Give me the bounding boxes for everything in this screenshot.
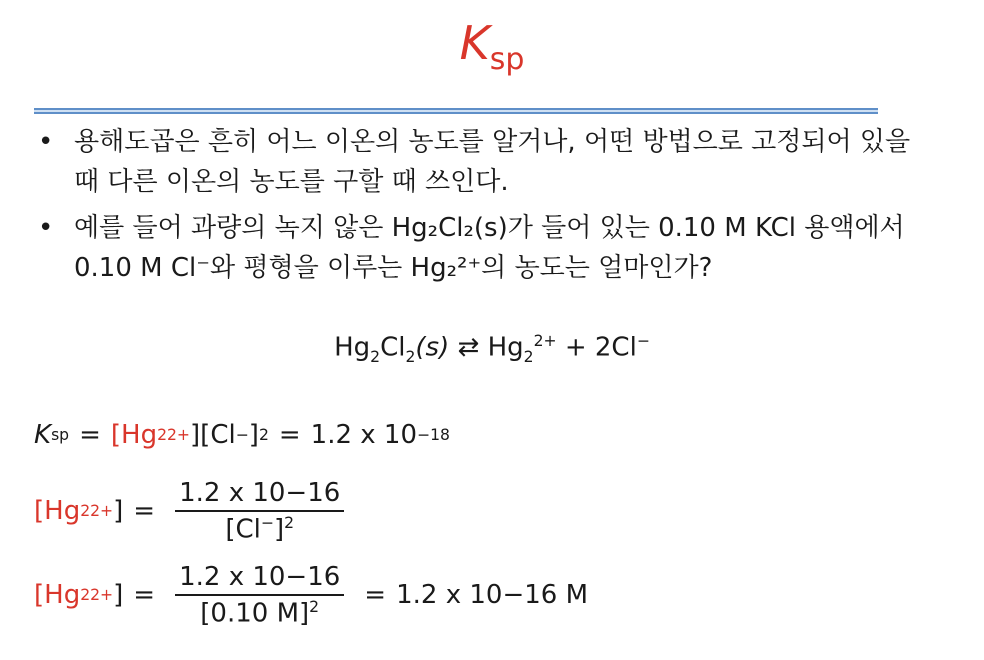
bullet-item-1 (34, 122, 934, 202)
ksp-expression: K sp = [Hg 2 2+ ] [Cl − ] 2 = 1.2 x 10 −18 (34, 420, 450, 450)
title-sp: sp (489, 42, 525, 77)
title-divider (34, 108, 878, 114)
reaction-equation: $Hg_2Cl_2(s)$ ⇄ $Hg_2^{2+} + 2Cl^-$ (334, 332, 650, 366)
bullet-item-2 (34, 208, 934, 288)
fraction: $\frac{1.2 x 10-16}{[0.10 M]^2}$ (175, 562, 344, 629)
concentration-result: [Hg 2 2+ ] = $\frac{1.2 x 10-16}{[0.10 M]^2}$ = 1.2 x 10−16 M (34, 562, 589, 629)
bullet-dot: • (38, 213, 54, 243)
title-k: K (459, 16, 490, 70)
slide-title (0, 16, 984, 77)
bullet-text-1: 용해도곱은 흔히 어느 이온의 농도를 알거나, 어떤 방법으로 고정되어 있을 때 다른 이온의 농도를 구할 때 쓰인다. (74, 127, 911, 197)
bullet-list (34, 122, 934, 294)
concentration-formula: [Hg 2 2+ ] = $\frac{1.2 x 10-16}{[Cl^-]^2}$ (34, 478, 354, 545)
bullet-dot: • (38, 127, 54, 157)
equilibrium-arrow: ⇄ (457, 332, 480, 363)
fraction: $\frac{1.2 x 10-16}{[Cl^-]^2}$ (175, 478, 344, 545)
bullet-text-2: 예를 들어 과량의 녹지 않은 Hg₂Cl₂(s)가 들어 있는 0.10 M KCl 용액에서 0.10 M Cl⁻와 평형을 이루는 Hg₂²⁺의 농도는 얼마인가? (74, 213, 905, 283)
